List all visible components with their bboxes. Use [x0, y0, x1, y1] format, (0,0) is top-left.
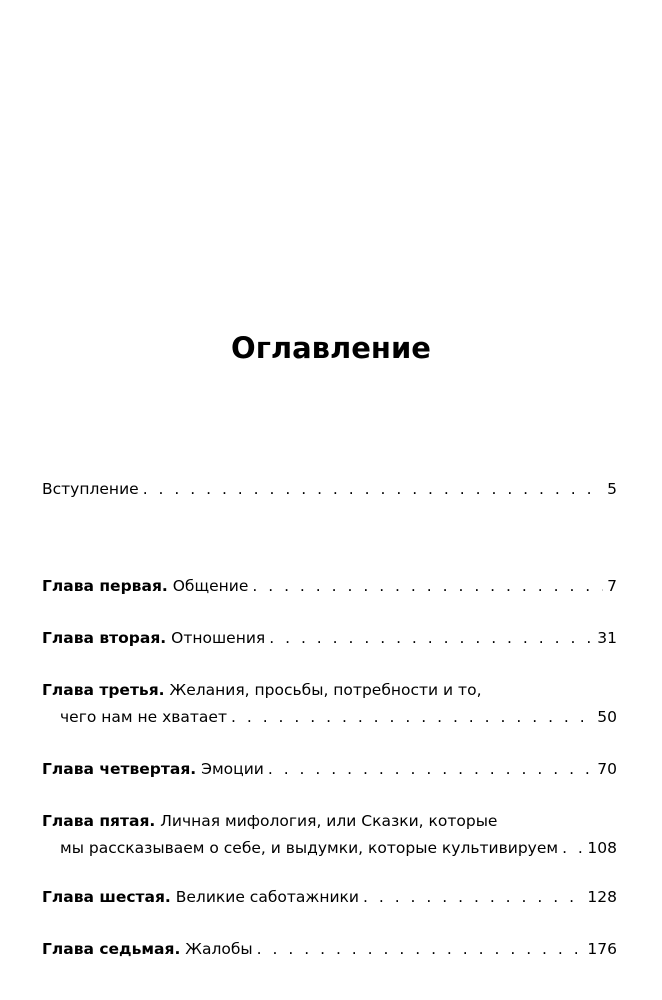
toc-entry-heading: [42, 573, 248, 600]
chapter-title: Желания, просьбы, потребности и то,: [169, 681, 482, 699]
dot-leader: [268, 756, 593, 783]
toc-line: [42, 704, 617, 731]
toc-line: [42, 573, 617, 600]
toc-page-number: 31: [597, 629, 617, 647]
toc-entry-chapter-1[interactable]: [42, 573, 617, 600]
toc-page-number: 176: [587, 940, 617, 958]
toc-line: [42, 835, 617, 862]
dot-leader: [363, 884, 583, 911]
toc-entry-heading: [42, 681, 482, 699]
toc-line: [42, 476, 617, 503]
chapter-title: Великие саботажники: [175, 888, 359, 906]
toc-entry-chapter-3[interactable]: [42, 677, 617, 731]
toc-page-number: 7: [607, 577, 617, 595]
toc-entry-chapter-2[interactable]: [42, 625, 617, 652]
chapter-title: Жалобы: [185, 940, 253, 958]
dot-leader: [143, 476, 603, 503]
toc-entry-title: Вступление: [42, 480, 139, 498]
toc-entry-chapter-4[interactable]: [42, 756, 617, 783]
chapter-title-continued: чего нам не хватает: [60, 708, 227, 726]
dot-leader: [257, 936, 584, 963]
toc-entry-chapter-6[interactable]: [42, 884, 617, 911]
chapter-title-continued: мы рассказываем о себе, и выдумки, которые культивируем: [60, 839, 559, 857]
toc-page-number: 108: [587, 839, 617, 857]
chapter-title: Общение: [172, 577, 249, 595]
toc-entry-chapter-5[interactable]: [42, 808, 617, 862]
dot-leader: [269, 625, 593, 652]
chapter-title: Эмоции: [201, 760, 264, 778]
dot-leader: [562, 835, 583, 862]
chapter-title: Личная мифология, или Сказки, которые: [160, 812, 498, 830]
chapter-label: Глава шестая.: [42, 888, 171, 906]
toc-entry-heading: [42, 884, 359, 911]
chapter-label: Глава вторая.: [42, 629, 167, 647]
page-title: Оглавление: [231, 331, 431, 366]
toc-line: [42, 756, 617, 783]
chapter-label: Глава первая.: [42, 577, 168, 595]
dot-leader: [252, 573, 603, 600]
dot-leader: [231, 704, 593, 731]
toc-page-number: 50: [597, 708, 617, 726]
toc-line: [42, 677, 617, 704]
toc-page-number: 70: [597, 760, 617, 778]
toc-line: [42, 808, 617, 835]
toc-line: [42, 884, 617, 911]
chapter-label: Глава седьмая.: [42, 940, 181, 958]
chapter-title: Отношения: [171, 629, 266, 647]
toc-entry-heading: [42, 936, 253, 963]
chapter-label: Глава пятая.: [42, 812, 156, 830]
toc-entry-introduction[interactable]: [42, 476, 617, 503]
chapter-label: Глава четвертая.: [42, 760, 197, 778]
toc-entry-heading: [42, 812, 497, 830]
toc-page-number: 128: [587, 888, 617, 906]
chapter-label: Глава третья.: [42, 681, 165, 699]
toc-entry-heading: [42, 756, 264, 783]
toc-entry-chapter-7[interactable]: [42, 936, 617, 963]
toc-line: [42, 936, 617, 963]
toc-line: [42, 625, 617, 652]
toc-page-number: 5: [607, 480, 617, 498]
toc-entry-heading: [42, 625, 265, 652]
